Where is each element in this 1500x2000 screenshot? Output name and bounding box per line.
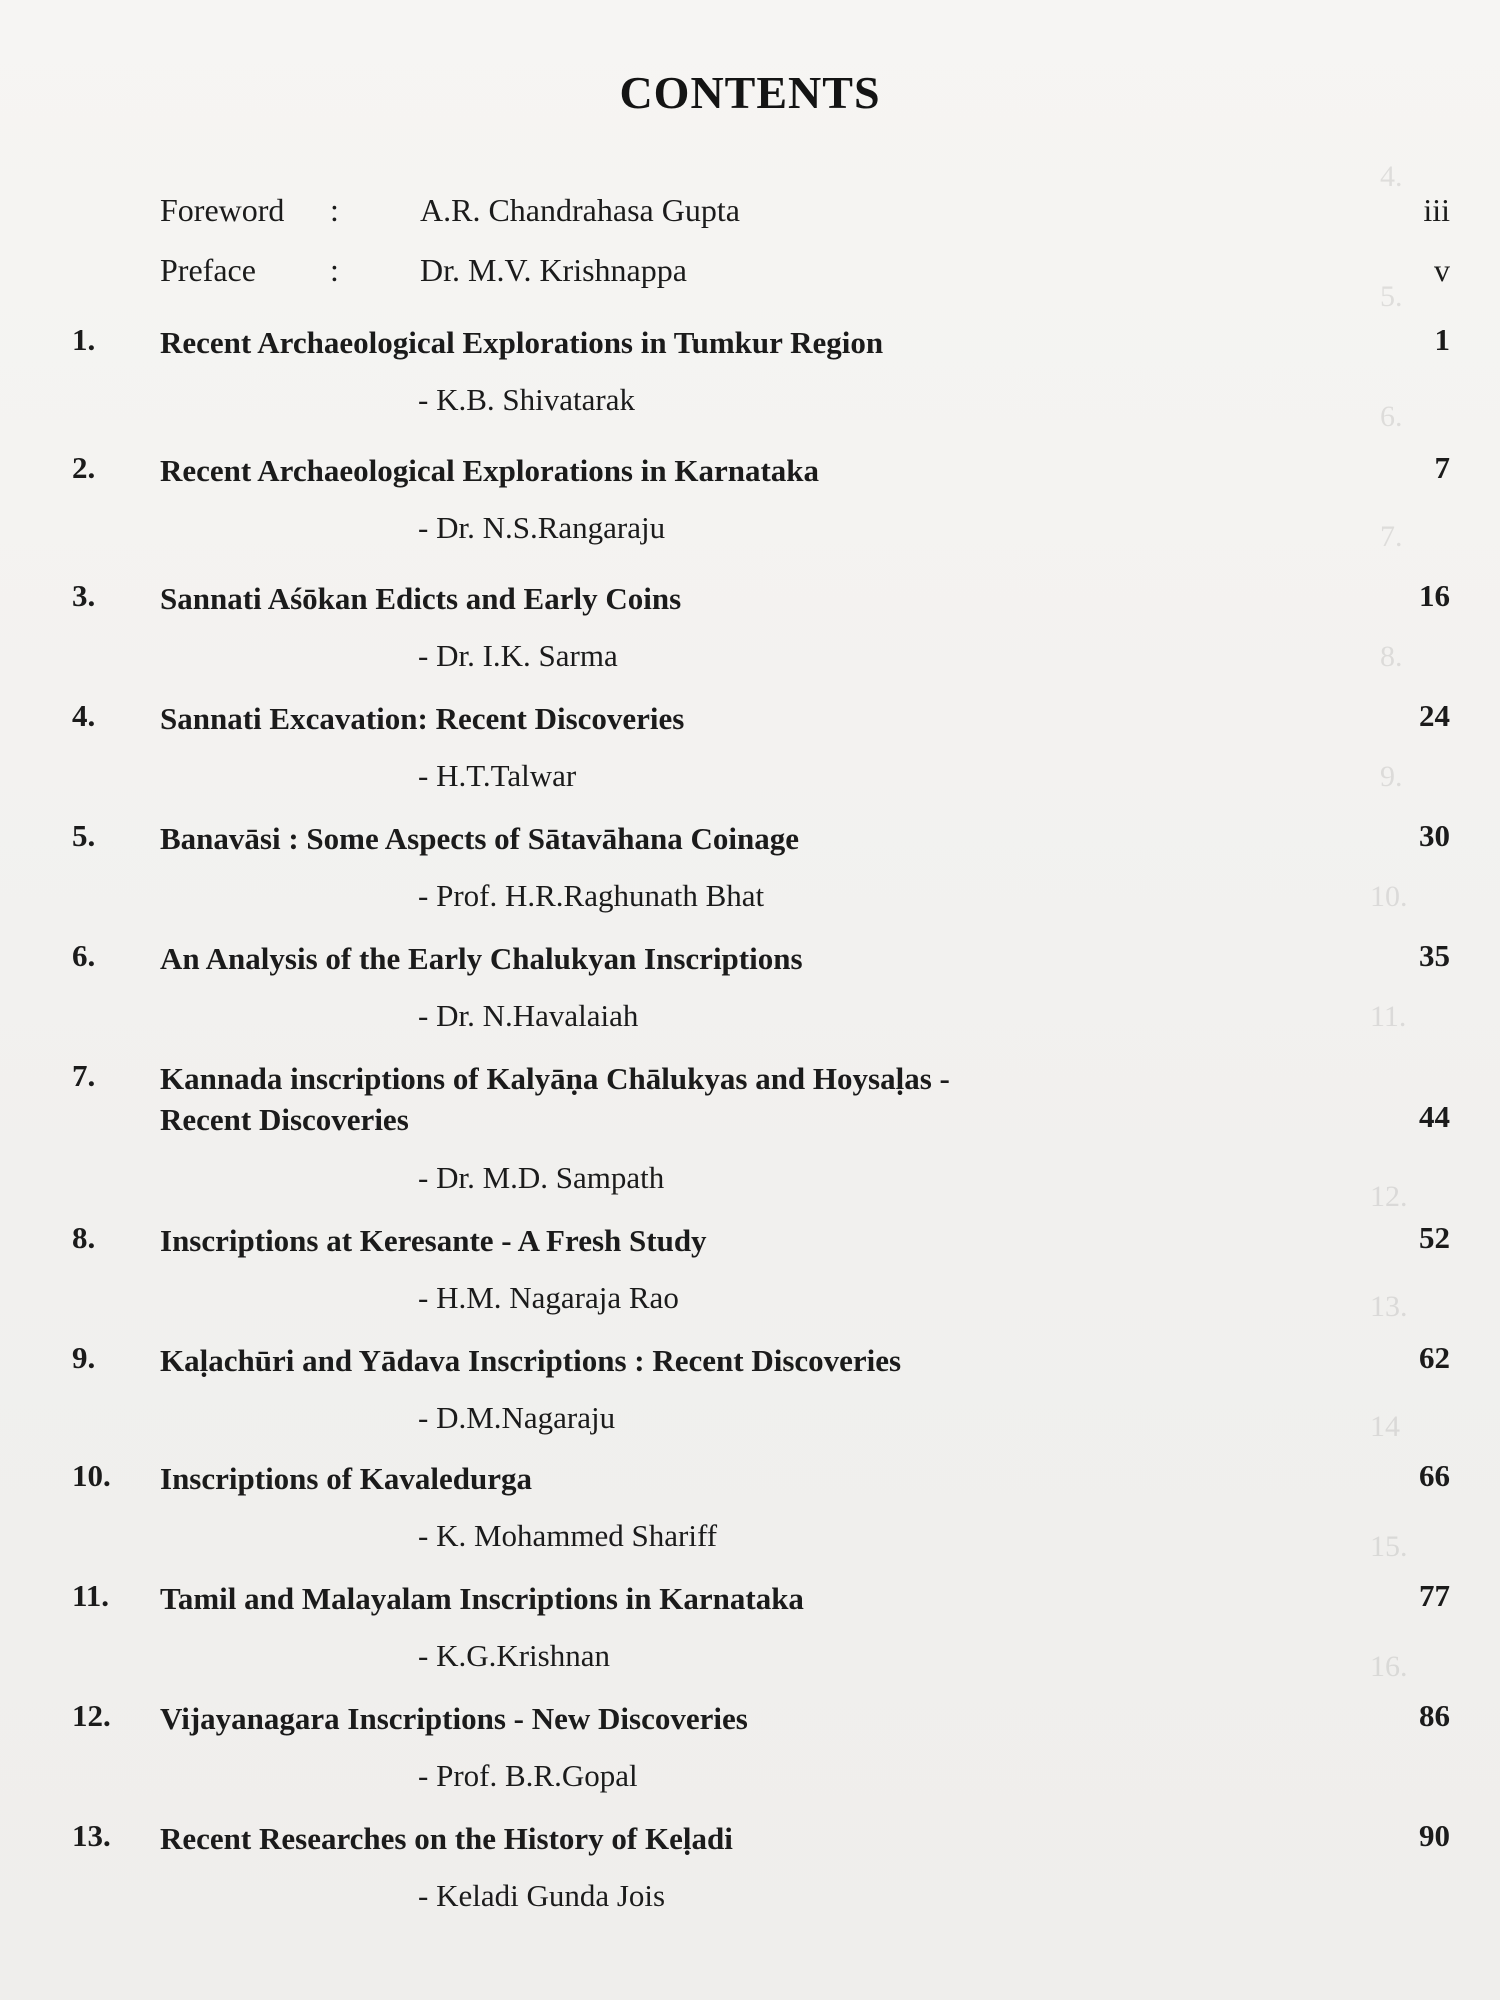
entry-number: 8. xyxy=(72,1220,96,1255)
entry-number: 12. xyxy=(72,1698,111,1733)
entry-number: 4. xyxy=(72,698,96,733)
entry-title: Kaḷachūri and Yādava Inscriptions : Recent Discoveries xyxy=(160,1343,902,1378)
entry-author: - Dr. M.D. Sampath xyxy=(418,1160,665,1195)
entry-page: 35 xyxy=(1419,938,1450,973)
entry-page: 1 xyxy=(1434,322,1450,357)
entry-title: Vijayanagara Inscriptions - New Discoveries xyxy=(160,1701,748,1736)
entry-title: Inscriptions of Kavaledurga xyxy=(160,1461,533,1496)
front-matter-label: Preface xyxy=(160,252,256,288)
entry-title: Recent Archaeological Explorations in Karnataka xyxy=(160,453,820,488)
entry-number: 1. xyxy=(72,322,96,357)
entry-author: - K. Mohammed Shariff xyxy=(418,1518,718,1553)
entry-title: Recent Archaeological Explorations in Tumkur Region xyxy=(160,325,884,360)
entry-title: Kannada inscriptions of Kalyāṇa Chālukyas and Hoysaḷas - xyxy=(160,1061,950,1096)
entry-title: Tamil and Malayalam Inscriptions in Karnataka xyxy=(160,1581,804,1616)
front-matter-author: A.R. Chandrahasa Gupta xyxy=(420,192,740,228)
entry-page: 44 xyxy=(1419,1099,1450,1134)
entry-number: 2. xyxy=(72,450,96,485)
entry-page: 16 xyxy=(1419,578,1450,613)
entry-number: 6. xyxy=(72,938,96,973)
page-title: CONTENTS xyxy=(619,67,881,118)
entry-page: 7 xyxy=(1434,450,1450,485)
entry-author: - K.G.Krishnan xyxy=(418,1638,610,1673)
entry-page: 30 xyxy=(1419,818,1450,853)
entry-page: 62 xyxy=(1419,1340,1450,1375)
entry-number: 13. xyxy=(72,1818,111,1853)
front-matter-separator: : xyxy=(330,192,339,228)
entry-title: An Analysis of the Early Chalukyan Inscriptions xyxy=(160,941,803,976)
entry-number: 7. xyxy=(72,1058,96,1093)
entry-author: - D.M.Nagaraju xyxy=(418,1400,616,1435)
front-matter-separator: : xyxy=(330,252,339,288)
entry-title: Inscriptions at Keresante - A Fresh Study xyxy=(160,1223,707,1258)
entry-number: 5. xyxy=(72,818,96,853)
bleed-through-texture: 4. 5. 6. 7. 8. 9. 10. 11. 12. 13. 14 15. 16. xyxy=(1370,160,1408,1683)
entry-title: Sannati Excavation: Recent Discoveries xyxy=(160,701,685,736)
front-matter-page: v xyxy=(1434,252,1450,288)
entry-title: Recent Researches on the History of Keḷadi xyxy=(160,1821,733,1856)
entry-author: - Dr. N.Havalaiah xyxy=(418,998,639,1033)
entry-page: 66 xyxy=(1419,1458,1450,1493)
entry-number: 10. xyxy=(72,1458,111,1493)
front-matter-author: Dr. M.V. Krishnappa xyxy=(420,252,687,288)
entry-title-line-2: Recent Discoveries xyxy=(160,1102,409,1137)
entry-page: 52 xyxy=(1419,1220,1450,1255)
entry-page: 24 xyxy=(1419,698,1450,733)
front-matter-label: Foreword xyxy=(160,192,285,228)
entry-author: - H.T.Talwar xyxy=(418,758,577,793)
entry-number: 9. xyxy=(72,1340,96,1375)
front-matter-page: iii xyxy=(1423,192,1450,228)
entry-author: - H.M. Nagaraja Rao xyxy=(418,1280,679,1315)
entry-author: - K.B. Shivatarak xyxy=(418,382,635,417)
entry-title: Banavāsi : Some Aspects of Sātavāhana Coinage xyxy=(160,821,799,856)
entry-page: 86 xyxy=(1419,1698,1450,1733)
entry-page: 77 xyxy=(1419,1578,1450,1613)
entry-title: Sannati Aśōkan Edicts and Early Coins xyxy=(160,581,682,616)
entry-page: 90 xyxy=(1419,1818,1450,1853)
entry-author: - Dr. N.S.Rangaraju xyxy=(418,510,666,545)
entry-number: 11. xyxy=(72,1578,110,1613)
entry-author: - Prof. B.R.Gopal xyxy=(418,1758,638,1793)
entry-author: - Keladi Gunda Jois xyxy=(418,1878,666,1913)
entry-author: - Dr. I.K. Sarma xyxy=(418,638,618,673)
entry-number: 3. xyxy=(72,578,96,613)
entry-author: - Prof. H.R.Raghunath Bhat xyxy=(418,878,765,913)
